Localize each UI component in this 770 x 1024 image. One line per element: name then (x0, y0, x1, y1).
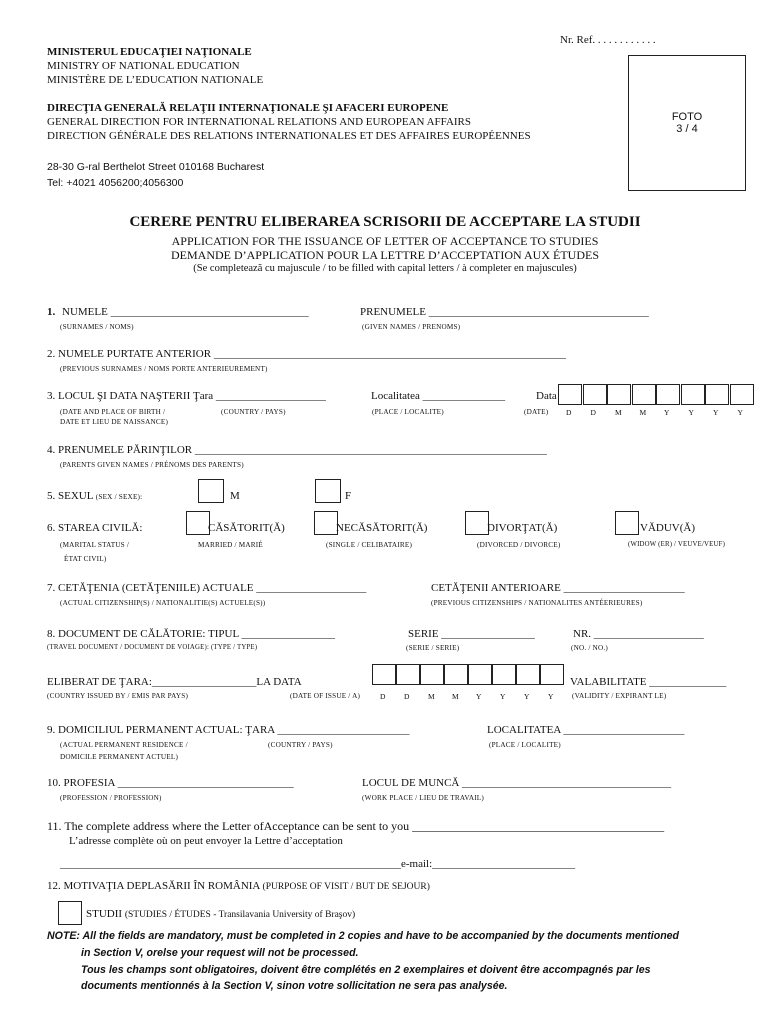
birth-date-hint: M (615, 408, 622, 417)
birth-date-sublabel: (DATE) (524, 408, 549, 416)
widow-checkbox[interactable] (615, 511, 639, 535)
widow-label: VĂDUV(Ă) (640, 522, 695, 534)
previous-citizenship-field[interactable]: CETĂŢENII ANTERIOARE ______________________ (431, 582, 685, 594)
birth-sublabel-1: (DATE AND PLACE OF BIRTH / (60, 408, 166, 416)
work-place-field[interactable]: LOCUL DE MUNCĂ ______________________________________ (362, 777, 672, 789)
previous-citizenship-sublabel: (PREVIOUS CITIZENSHIPS / NATIONALITES ANTÉERIEURES) (431, 599, 643, 607)
issue-date-cell[interactable] (516, 664, 540, 685)
divorced-sublabel: (DIVORCED / DIVORCE) (477, 541, 561, 549)
residence-sublabel-1: (ACTUAL PERMANENT RESIDENCE / (60, 741, 188, 749)
civil-status-sublabel-2: ÉTAT CIVIL) (64, 555, 107, 563)
civil-status-sublabel-1: (MARITAL STATUS / (60, 541, 130, 549)
office-phone: Tel: +4021 4056200;4056300 (47, 177, 184, 189)
note-line-2: in Section V, orelse your request will not be processed. (81, 947, 359, 959)
birth-date-cell[interactable] (730, 384, 754, 405)
photo-size: 3 / 4 (676, 123, 698, 135)
birth-date-hint: Y (713, 408, 719, 417)
studies-option: STUDII (STUDIES / ÉTUDES - Transilavania University of Braşov) (86, 908, 356, 920)
direction-name-ro: DIRECŢIA GENERALĂ RELAŢII INTERNAŢIONALE ŞI AFACERI EUROPENE (47, 102, 449, 114)
validity-field[interactable]: VALABILITATE ______________ (570, 676, 727, 688)
address-email-line[interactable]: ______________________________________________________________e-mail:__________________________ (60, 858, 576, 870)
birth-locality-field[interactable]: Localitatea _______________ (371, 390, 506, 402)
sex-male-checkbox[interactable] (198, 479, 224, 503)
issuing-country-field[interactable]: ELIBERAT DE ŢARA:___________________LA DATA (47, 676, 302, 688)
note-line-1: NOTE: All the fields are mandatory, must be completed in 2 copies and have to be accompanied by the documents mentioned (47, 930, 680, 942)
travel-document-number-field[interactable]: NR. ____________________ (573, 628, 704, 640)
issue-date-cell[interactable] (540, 664, 564, 685)
issue-date-hint: D (380, 692, 386, 701)
married-checkbox[interactable] (186, 511, 210, 535)
note-line-4: documents mentionnés à la Section V, sinon votre sollicitation ne sera pas analysée. (81, 980, 508, 992)
sex-female-label: F (345, 490, 352, 502)
issue-date-cell[interactable] (444, 664, 468, 685)
married-label: CĂSĂTORIT(Ă) (208, 522, 285, 534)
travel-document-type-field[interactable]: 8. DOCUMENT DE CĂLĂTORIE: TIPUL _________________ (47, 628, 336, 640)
divorced-label: DIVORŢAT(Ă) (487, 522, 558, 534)
photo-box[interactable] (628, 55, 746, 191)
divorced-checkbox[interactable] (465, 511, 489, 535)
previous-surnames-sublabel: (PREVIOUS SURNAMES / NOMS PORTE ANTERIEUREMENT) (60, 365, 268, 373)
issue-date-cell[interactable] (468, 664, 492, 685)
capital-letters-note: (Se completează cu majuscule / to be filled with capital letters / à completer en majuscules) (193, 263, 577, 274)
issue-date-cell[interactable] (420, 664, 444, 685)
birth-date-cell[interactable] (583, 384, 607, 405)
validity-sublabel: (VALIDITY / EXPIRANT LE) (572, 692, 667, 700)
ministry-name-fr: MINISTÈRE DE L’EDUCATION NATIONALE (47, 74, 264, 86)
birth-date-cell[interactable] (656, 384, 680, 405)
birth-date-cell[interactable] (607, 384, 631, 405)
first-name-field[interactable]: PRENUMELE ________________________________________ (360, 306, 649, 318)
parents-names-sublabel: (PARENTS GIVEN NAMES / PRÉNOMS DES PARENTS) (60, 461, 244, 469)
sex-male-label: M (230, 490, 240, 502)
birth-date-hint: D (590, 408, 596, 417)
residence-country-field[interactable]: 9. DOMICILIUL PERMANENT ACTUAL: ŢARA ________________________ (47, 724, 410, 736)
civil-status-label: 6. STAREA CIVILĂ: (47, 522, 143, 534)
widow-sublabel: (WIDOW (ER) / VEUVE/VEUF) (628, 541, 726, 548)
birth-date-hint: Y (737, 408, 743, 417)
sex-female-checkbox[interactable] (315, 479, 341, 503)
first-name-sublabel: (GIVEN NAMES / PRENOMS) (362, 323, 461, 331)
current-citizenship-field[interactable]: 7. CETĂŢENIA (CETĂŢENIILE) ACTUALE ____________________ (47, 582, 367, 594)
mailing-address-fr: L’adresse complète où on peut envoyer la Lettre d’acceptation (69, 835, 343, 847)
work-place-sublabel: (WORK PLACE / LIEU DE TRAVAIL) (362, 794, 484, 802)
birth-date-cell[interactable] (705, 384, 729, 405)
reference-number: Nr. Ref. . . . . . . . . . . . (560, 34, 656, 46)
single-label: NECĂSĂTORIT(Ă) (336, 522, 428, 534)
birth-date-cell[interactable] (681, 384, 705, 405)
birth-country-field[interactable]: 3. LOCUL ŞI DATA NAŞTERII Ţara ____________________ (47, 390, 326, 402)
studies-checkbox[interactable] (58, 901, 82, 925)
parents-names-field[interactable]: 4. PRENUMELE PĂRINŢILOR ________________________________________________________________ (47, 444, 547, 456)
birth-date-cell[interactable] (558, 384, 582, 405)
form-title-en: APPLICATION FOR THE ISSUANCE OF LETTER OF ACCEPTANCE TO STUDIES (171, 234, 599, 248)
residence-country-sublabel: (COUNTRY / PAYS) (268, 741, 333, 749)
profession-field[interactable]: 10. PROFESIA ________________________________ (47, 777, 294, 789)
issue-date-hint: Y (548, 692, 554, 701)
office-address: 28-30 G-ral Berthelot Street 010168 Bucharest (47, 161, 265, 173)
birth-country-sublabel: (COUNTRY / PAYS) (221, 408, 286, 416)
previous-surnames-field[interactable]: 2. NUMELE PURTATE ANTERIOR ________________________________________________________________ (47, 348, 566, 360)
profession-sublabel: (PROFESSION / PROFESSION) (60, 794, 162, 802)
current-citizenship-sublabel: (ACTUAL CITIZENSHIP(S) / NATIONALITIE(S) ACTUELE(S)) (60, 599, 266, 607)
direction-name-en: GENERAL DIRECTION FOR INTERNATIONAL RELATIONS AND EUROPEAN AFFAIRS (47, 116, 472, 128)
issue-date-hint: Y (524, 692, 530, 701)
field-1-number: 1. (47, 306, 56, 318)
birth-date-hint: M (639, 408, 647, 417)
mailing-address-field[interactable]: 11. The complete address where the Letter ofAcceptance can be sent to you __________________________________________ (47, 819, 665, 833)
ministry-name-en: MINISTRY OF NATIONAL EDUCATION (47, 60, 240, 72)
issue-date-hint: M (428, 692, 435, 701)
direction-name-fr: DIRECTION GÉNÉRALE DES RELATIONS INTERNATIONALES ET DES AFFAIRES EUROPÉENNES (47, 130, 531, 142)
surname-sublabel: (SURNAMES / NOMS) (60, 323, 134, 331)
residence-locality-field[interactable]: LOCALITATEA ______________________ (487, 724, 685, 736)
issue-date-cell[interactable] (396, 664, 420, 685)
birth-date-hint: Y (688, 408, 694, 417)
photo-label: FOTO (671, 111, 703, 123)
birth-date-hint: Y (664, 408, 670, 417)
form-title-fr: DEMANDE D’APPLICATION POUR LA LETTRE D’ACCEPTATION AUX ÉTUDES (170, 248, 600, 262)
issue-date-cell[interactable] (492, 664, 516, 685)
birth-date-hint: D (566, 408, 572, 417)
number-sublabel: (NO. / NO.) (571, 644, 608, 652)
travel-document-serie-field[interactable]: SERIE _________________ (408, 628, 535, 640)
birth-place-sublabel: (PLACE / LOCALITE) (372, 408, 444, 416)
single-sublabel: (SINGLE / CELIBATAIRE) (326, 541, 413, 549)
visit-purpose-label: 12. MOTIVAŢIA DEPLASĂRII ÎN ROMÂNIA (PURPOSE OF VISIT / BUT DE SEJOUR) (47, 880, 430, 892)
birth-sublabel-2: DATE ET LIEU DE NAISSANCE) (60, 418, 169, 426)
married-sublabel: MARRIED / MARIÉ (198, 541, 263, 549)
residence-sublabel-2: DOMICILE PERMANENT ACTUEL) (60, 753, 179, 761)
form-title-ro: CERERE PENTRU ELIBERAREA SCRISORII DE ACCEPTARE LA STUDII (129, 214, 641, 230)
surname-field[interactable]: NUMELE ____________________________________ (62, 306, 309, 318)
ministry-name-ro: MINISTERUL EDUCAŢIEI NAŢIONALE (47, 46, 252, 58)
issue-date-cell[interactable] (372, 664, 396, 685)
issuing-country-sublabel: (COUNTRY ISSUED BY / EMIS PAR PAYS) (47, 692, 189, 700)
single-checkbox[interactable] (314, 511, 338, 535)
birth-date-label: Data (536, 390, 557, 402)
issue-date-hint: M (452, 692, 459, 701)
serie-sublabel: (SERIE / SERIE) (406, 644, 460, 652)
sex-label: 5. SEXUL (SEX / SEXE): (47, 490, 143, 502)
note-line-3: Tous les champs sont obligatoires, doivent être complétés en 2 exemplaires et doivent être accompagnés par les (81, 964, 651, 976)
travel-document-sublabel: (TRAVEL DOCUMENT / DOCUMENT DE VOIAGE): (TYPE / TYPE) (47, 644, 258, 651)
issue-date-hint: Y (500, 692, 506, 701)
issue-date-hint: D (404, 692, 410, 701)
birth-date-cell[interactable] (632, 384, 656, 405)
residence-place-sublabel: (PLACE / LOCALITE) (489, 741, 561, 749)
issue-date-hint: Y (476, 692, 482, 701)
issue-date-sublabel: (DATE OF ISSUE / A) (290, 692, 361, 700)
